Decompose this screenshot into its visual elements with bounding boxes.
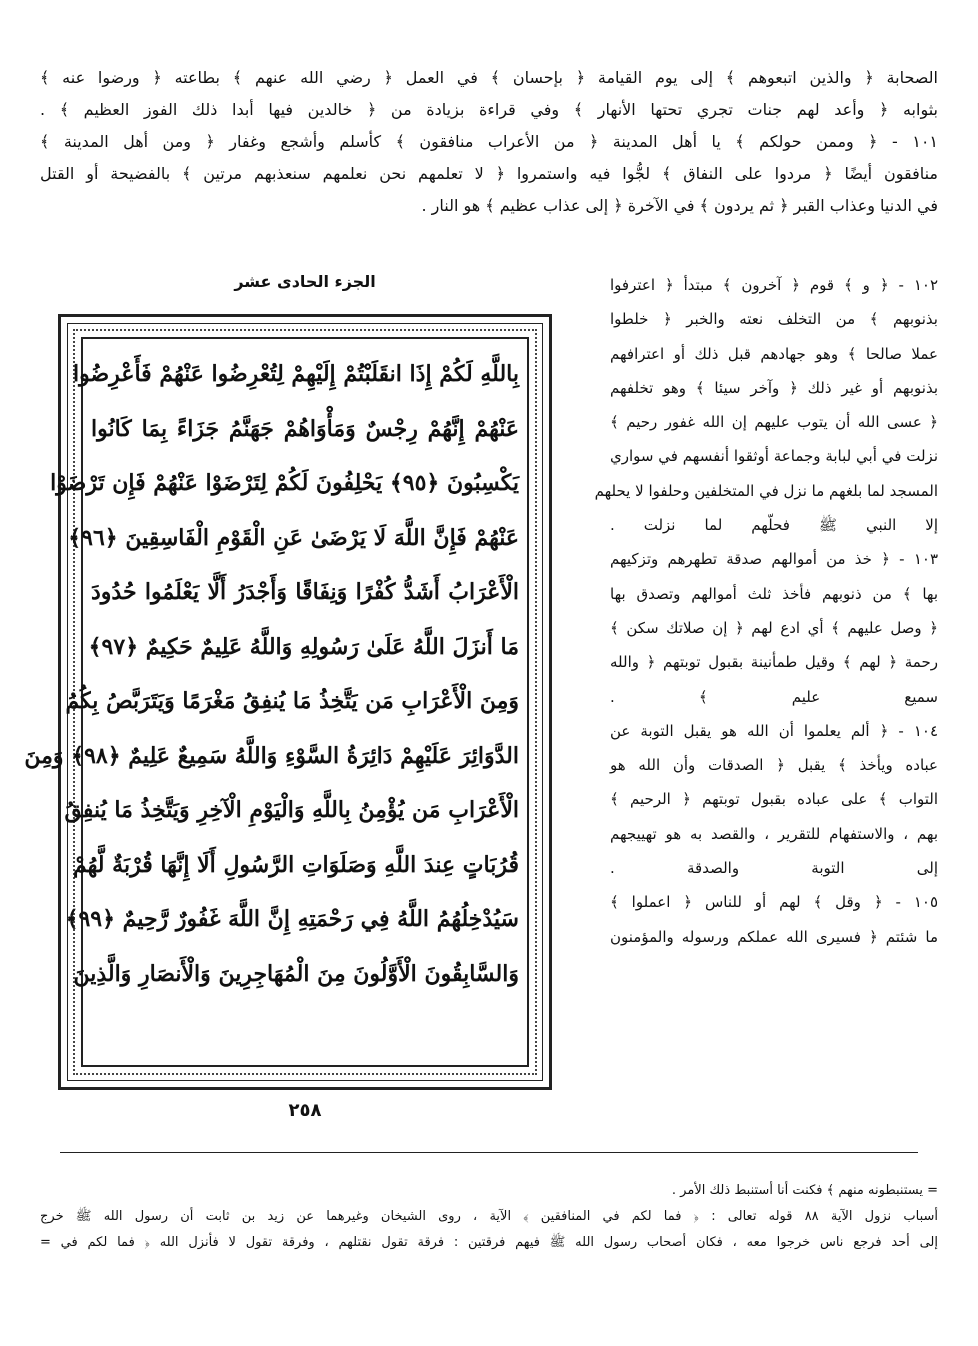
quran-line: وَالسَّابِقُونَ الْأَوَّلُونَ مِنَ الْمُهَاجِرِينَ وَالْأَنصَارِ وَالَّذِينَ [73,960,519,987]
commentary-line: بثوابه ﴿ وأعد لهم جنات تجري تحتها الأنهار ﴾ وفي قراءة بزيادة من ﴿ خالدين فيها أبدا ذلك الفوز العظيم ﴾ . [40,100,938,119]
commentary-line: الصحابة ﴿ والذين اتبعوهم ﴾ إلى يوم القيامة ﴿ بإحسان ﴾ في العمل ﴿ رضي الله عنهم ﴾ بطاعته ﴿ ورضوا عنه ﴾ [40,68,938,87]
quran-line: عَنْهُمْ إِنَّهُمْ رِجْسٌ وَمَأْوَاهُمْ جَهَنَّمُ جَزَاءً بِمَا كَانُوا [91,415,519,442]
commentary-line: ﴿ وصل عليهم ﴾ أي ادع لهم ﴿ إن صلاتك سكن ﴾ [610,618,938,637]
commentary-line: بها ﴾ من ذنوبهم فأخذ ثلث أموالهم وتصدق بها [610,584,938,603]
commentary-line: إلى التوبة والصدقة . [610,859,938,878]
quran-line: عَنْهُمْ فَإِنَّ اللَّهَ لَا يَرْضَىٰ عَنِ الْقَوْمِ الْفَاسِقِينَ ﴿٩٦﴾ [68,524,519,551]
commentary-line: منافقون أيضًا ﴿ مردوا على النفاق ﴾ لجُّوا فيه واستمروا ﴿ لا تعلمهم نحن نعلمهم سنعذبهم مرتين ﴾ بالفضيحة أو القتل [40,164,938,183]
quran-line: يَكْسِبُونَ ﴿٩٥﴾ يَحْلِفُونَ لَكُمْ لِتَرْضَوْا عَنْهُمْ فَإِن تَرْضَوْا [50,470,519,496]
commentary-line: المسجد لما بلغهم ما نزل في المتخلفين وحلفوا لا يحلهم [594,481,938,500]
footnote-line: أسباب نزول الآية ٨٨ قوله تعالى : ﴿ فما لكم في المنافقين ﴾ الآية ، روى الشيخان وغيرهما عن زيد بن ثابت أن رسول الله ﷺ خرج [40,1209,938,1224]
quran-frame [24,314,552,1090]
commentary-line: ١٠١ - ﴿ وممن حولكم ﴾ يا أهل المدينة ﴿ من الأعراب منافقون ﴾ كأسلم وأشجع وغفار ﴿ ومن أهل المدينة ﴾ [40,132,938,151]
commentary-line: ﴿ عسى الله أن يتوب عليهم إن الله غفور رحيم ﴾ [610,413,938,432]
commentary-line: بذنوبهم أو غير ذلك ﴿ وآخر سيئا ﴾ وهو تخلفهم [610,378,938,397]
top-commentary [40,62,938,222]
commentary-line: ١٠٣ - ﴿ خذ من أموالهم صدقة تطهرهم وتزكيهم [610,550,938,569]
commentary-line: التواب ﴾ على عباده بقبول توبتهم ﴿ الرحيم ﴾ [610,790,938,809]
quran-line: مَا أَنزَلَ اللَّهُ عَلَىٰ رَسُولِهِ وَاللَّهُ عَلِيمٌ حَكِيمٌ ﴿٩٧﴾ [88,633,519,660]
commentary-line: عباده ويأخذ ﴾ يقبل ﴿ الصدقات وأن الله هو [610,756,938,775]
commentary-line: ١٠٤ - ﴿ ألم يعلموا أن الله هو يقبل التوبة عن [610,721,938,740]
footnotes [40,1178,938,1256]
footnote-divider [60,1152,918,1153]
commentary-line: ١٠٥ - ﴿ وقل ﴾ لهم أو للناس ﴿ اعملوا ﴾ [610,893,938,912]
quran-line: قُرُبَاتٍ عِندَ اللَّهِ وَصَلَوَاتِ الرَّسُولِ أَلَا إِنَّهَا قُرْبَةٌ لَّهُمْ [73,851,519,878]
quran-line: بِاللَّهِ لَكُمْ إِذَا انقَلَبْتُمْ إِلَيْهِمْ لِتُعْرِضُوا عَنْهُمْ فَأَعْرِضُوا [73,361,519,387]
commentary-line: بذنوبهم ﴾ من التخلف نعته والخبر ﴿ خلطوا [610,310,938,329]
commentary-line: ما شئتم ﴿ فسيرى الله عملكم ورسوله والمؤمنون [610,927,938,946]
commentary-line: عملا صالحا ﴾ وهو جهادهم قبل ذلك أو اعترافهم [610,344,938,363]
quran-line: سَيُدْخِلُهُمُ اللَّهُ فِي رَحْمَتِهِ إِنَّ اللَّهَ غَفُورٌ رَّحِيمٌ ﴿٩٩﴾ [65,906,519,932]
juz-header: الجزء الحادى عشر [234,272,376,291]
quran-line: الْأَعْرَابِ مَن يُؤْمِنُ بِاللَّهِ وَالْيَوْمِ الْآخِرِ وَيَتَّخِذُ مَا يُنفِقُ [64,797,519,823]
commentary-line: نزلت في أبي لبابة وجماعة أوثقوا أنفسهم في سواري [610,447,938,466]
page-number: ٢٥٨ [288,1100,322,1121]
commentary-line: ١٠٢ - ﴿ و ﴾ قوم ﴿ آخرون ﴾ مبتدأ ﴿ اعترفوا [610,276,938,294]
quran-text [24,347,519,1063]
quran-line: وَمِنَ الْأَعْرَابِ مَن يَتَّخِذُ مَا يُنفِقُ مَغْرَمًا وَيَتَرَبَّصُ بِكُمُ [65,688,519,714]
commentary-line: سميع عليم ﴾ . [610,687,938,706]
quran-line: الدَّوَائِرَ عَلَيْهِمْ دَائِرَةُ السَّوْءِ وَاللَّهُ سَمِيعٌ عَلِيمٌ ﴿٩٨﴾ وَمِنَ [24,742,519,769]
commentary-line: بهم ، والاستفهام للتقرير ، والقصد به هو تهييجهم [610,824,938,843]
commentary-line: رحمة ﴿ لهم ﴾ وقيل طمأنينة بقبول توبتهم ﴿ والله [610,653,938,672]
commentary-line: في الدنيا وعذاب القبر ﴿ ثم يردون ﴾ في الآخرة ﴿ إلى عذاب عظيم ﴾ هو النار . [421,196,938,215]
commentary-line: إلا النبي ﷺ فحلّهم لما نزلت . [610,516,938,535]
footnote-line: = يستنبطونه منهم ﴾ فكنت أنا أستنبط ذلك الأمر . [671,1183,938,1198]
right-commentary-column [594,268,938,954]
footnote-line: إلى أحد فرجع ناس خرجوا معه ، فكان أصحاب رسول الله ﷺ فيهم فرقتين : فرقة تقول نقتلهم ، وفرقة تقول لا فأنزل الله ﴿ فما لكم في = [40,1235,938,1250]
quran-line: الْأَعْرَابُ أَشَدُّ كُفْرًا وَنِفَاقًا وَأَجْدَرُ أَلَّا يَعْلَمُوا حُدُودَ [91,579,519,605]
